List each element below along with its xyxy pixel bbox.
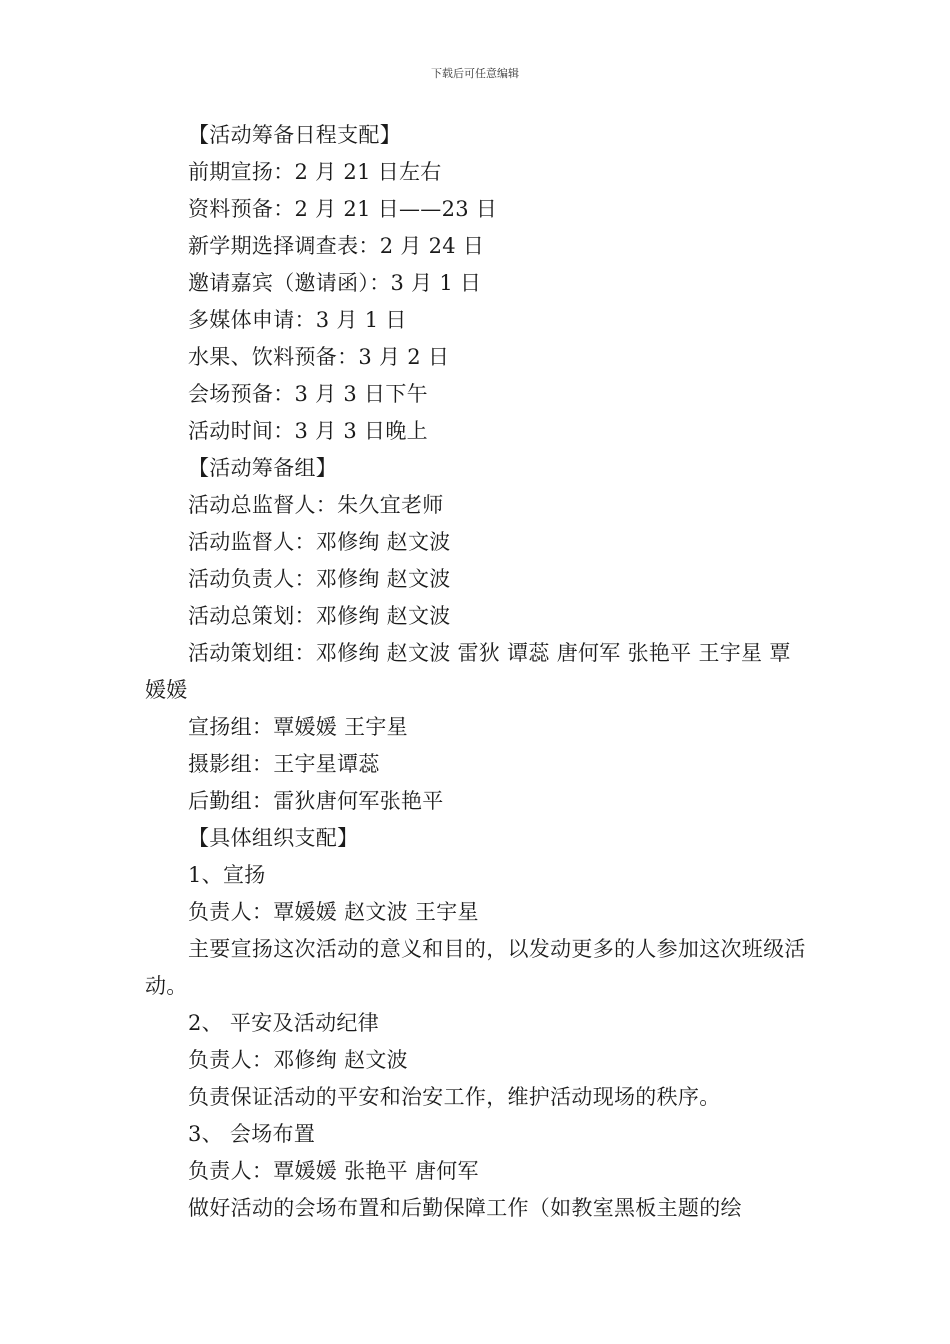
document-body — [145, 117, 810, 1227]
org-item: 主要宣扬这次活动的意义和目的，以发动更多的人参加这次班级活动。 — [145, 937, 806, 998]
section-heading-team: 【活动筹备组】 — [188, 456, 338, 480]
team-item: 活动总策划：邓修绚 赵文波 — [188, 604, 451, 628]
page-header: 下载后可任意编辑 — [431, 67, 519, 80]
team-item: 活动总监督人：朱久宜老师 — [188, 493, 444, 517]
schedule-item: 前期宣扬：2 月 21 日左右 — [188, 160, 442, 184]
team-item: 摄影组：王宇星谭蕊 — [188, 752, 380, 776]
schedule-item: 资料预备：2 月 21 日——23 日 — [188, 197, 498, 221]
schedule-item: 邀请嘉宾（邀请函）：3 月 1 日 — [188, 271, 482, 295]
team-item: 活动负责人：邓修绚 赵文波 — [188, 567, 451, 591]
schedule-item: 活动时间：3 月 3 日晚上 — [188, 419, 428, 443]
org-subheading: 2、 平安及活动纪律 — [188, 1011, 380, 1035]
schedule-item: 新学期选择调查表：2 月 24 日 — [188, 234, 485, 258]
org-item: 负责保证活动的平安和治安工作，维护活动现场的秩序。 — [188, 1085, 721, 1109]
org-subheading: 3、 会场布置 — [188, 1122, 316, 1146]
schedule-item: 多媒体申请：3 月 1 日 — [188, 308, 407, 332]
org-item: 负责人：邓修绚 赵文波 — [188, 1048, 408, 1072]
org-item: 负责人：覃媛媛 赵文波 王宇星 — [188, 900, 479, 924]
schedule-item: 水果、饮料预备：3 月 2 日 — [188, 345, 450, 369]
team-item: 活动监督人：邓修绚 赵文波 — [188, 530, 451, 554]
org-subheading: 1、宣扬 — [188, 863, 266, 887]
section-heading-organization: 【具体组织支配】 — [188, 826, 359, 850]
org-item: 做好活动的会场布置和后勤保障工作（如教室黑板主题的绘 — [188, 1196, 742, 1220]
org-item: 负责人：覃媛媛 张艳平 唐何军 — [188, 1159, 479, 1183]
schedule-item: 会场预备：3 月 3 日下午 — [188, 382, 428, 406]
team-item: 活动策划组：邓修绚 赵文波 雷狄 谭蕊 唐何军 张艳平 王宇星 覃媛媛 — [145, 641, 791, 702]
team-item: 宣扬组：覃媛媛 王宇星 — [188, 715, 408, 739]
section-heading-schedule: 【活动筹备日程支配】 — [188, 123, 401, 147]
team-item: 后勤组：雷狄唐何军张艳平 — [188, 789, 444, 813]
